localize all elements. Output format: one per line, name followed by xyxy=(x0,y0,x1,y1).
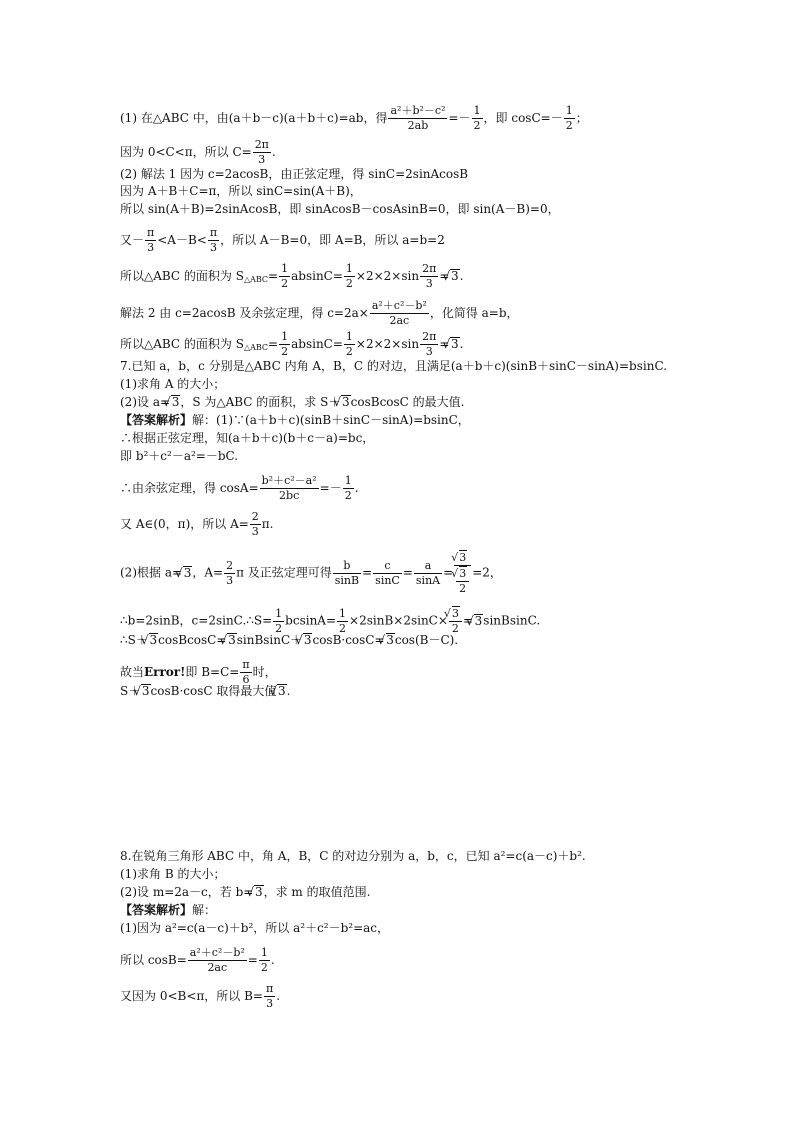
fraction: $\frac{c}{\sin C}$ xyxy=(375,558,400,587)
q7-line-9: (2)根据 a=√ 3，A= $\frac{2}{3}$ π 及正弦定理可得 $\frac{b}{\sin B}$ = $\frac{c}{\sin C}$ = $\frac{a}{\sin A}$ = √ 3 √ $\frac{3}{2}$ =2， xyxy=(120,550,502,596)
sqrt: √ 3 xyxy=(474,614,483,628)
fraction: $\frac{\text{a²＋c²－b²}}{2ac}$ xyxy=(189,946,245,974)
q8-line-3: (2)设 m=2a－c，若 b=√ 3，求 m 的取值范围. xyxy=(120,884,370,900)
fraction: $\frac{1}{2}$ xyxy=(473,104,481,132)
fraction: $\frac{\pi}{3}$ xyxy=(147,226,155,254)
fraction: $\frac{1}{2}$ xyxy=(281,262,289,290)
q7-line-3: (2)设 a=√ 3，S 为△ABC 的面积，求 S＋√ 3cosBcosC 的最大值. xyxy=(120,394,464,410)
fraction: $\frac{\pi}{3}$ xyxy=(209,226,218,254)
fraction: $\frac{\text{a²＋c²－b²}}{2ac}$ xyxy=(371,299,427,327)
fraction: $\frac{2\pi}{3}$ xyxy=(422,262,437,290)
q7-line-4: 【答案解析】解：(1)∵(a＋b＋c)(sinB＋sinC－sinA)=bsinC， xyxy=(120,413,470,427)
q6-line-3: (2) 解法 1 因为 c=2acosB，由正弦定理，得 sinC=2sinAcosB xyxy=(120,167,469,181)
fraction: $\frac{2}{3}$ xyxy=(226,558,234,587)
q8-line-2: (1)求角 B 的大小； xyxy=(120,867,226,881)
fraction: $\frac{\pi}{3}$ xyxy=(265,982,274,1010)
fraction: $\frac{b}{\sin B}$ xyxy=(334,558,360,587)
sqrt: √ 3 xyxy=(171,395,180,409)
q7-line-7: ∴由余弦定理，得 cosA= $\frac{\text{b²＋c²－a²}}{2bc}$ =－ $\frac{1}{2}$ . xyxy=(120,474,359,502)
fraction: √ $\frac{3}{2}$ xyxy=(449,606,462,636)
q7-line-10: ∴b=2sinB，c=2sinC.∴S= $\frac{1}{2}$ bcsinA= $\frac{1}{2}$ ×2sinB×2sinC× √ $\frac{3}{2}$ =√ 3sinBsinC. xyxy=(120,606,540,636)
fraction: $\frac{1}{2}$ xyxy=(344,474,352,502)
sqrt: √ 3 xyxy=(341,395,350,409)
fraction: $\frac{2\pi}{3}$ xyxy=(254,138,269,166)
q8-line-7: 又因为 0<B<π，所以 B= $\frac{\pi}{3}$ . xyxy=(120,982,281,1010)
sqrt: √ 3 xyxy=(450,337,459,351)
q6-line-9: 所以△ABC 的面积为 $S_{\triangle ABC}=$ $\frac{1}{2}$ absinC= $\frac{1}{2}$ ×2×2×sin $\frac{2\pi}{3}$ =√ 3. xyxy=(120,330,464,359)
q7-line-13: S＋√ 3cosB·cosC 取得最大值√ 3. xyxy=(120,683,291,699)
q6-line-6: 又－ $\frac{\pi}{3}$ <A－B< $\frac{\pi}{3}$ ，所以 A－B=0，即 A=B，所以 a=b=2 xyxy=(120,226,445,254)
fraction: $\frac{1}{2}$ xyxy=(565,104,573,132)
q8-line-6: 所以 cosB= $\frac{\text{a²＋c²－b²}}{2ac}$ = $\frac{1}{2}$ . xyxy=(120,946,275,974)
q8-line-1: 8.在锐角三角形 ABC 中，角 A，B，C 的对边分别为 a，b，c，已知 a²=c(a－c)＋b². xyxy=(120,849,586,863)
fraction: $\frac{1}{2}$ xyxy=(345,262,353,290)
q7-line-5: ∴根据正弦定理，知(a＋b＋c)(b＋c－a)=bc， xyxy=(120,431,375,445)
error-text: Error! xyxy=(144,665,186,679)
q8-line-5: (1)因为 a²=c(a－c)＋b²，所以 a²＋c²－b²=ac， xyxy=(120,921,390,935)
fraction: $\frac{\pi}{6}$ xyxy=(242,658,250,686)
q7-line-2: (1)求角 A 的大小； xyxy=(120,377,226,391)
answer-label: 【答案解析】 xyxy=(120,903,193,917)
q7-line-6: 即 b²＋c²－a²=－bC. xyxy=(120,449,239,463)
sqrt: √ 3 xyxy=(254,885,263,899)
fraction: $\frac{1}{2}$ xyxy=(345,330,353,358)
nested-fraction: √ 3 √ $\frac{3}{2}$ xyxy=(454,550,471,596)
fraction: $\frac{2}{3}$ xyxy=(251,510,259,538)
q8-line-4: 【答案解析】解： xyxy=(120,903,217,917)
q6-line-8: 解法 2 由 c=2acosB 及余弦定理，得 c=2a× $\frac{\text{a²＋c²－b²}}{2ac}$ ，化简得 a=b， xyxy=(120,299,519,327)
q6-line-4: 因为 A＋B＋C=π，所以 sinC=sin(A＋B)， xyxy=(120,184,362,198)
sqrt: √ 3 xyxy=(183,566,192,580)
sqrt: √ 3 xyxy=(450,269,459,283)
q7-line-12: 故当Error!即 B=C= $\frac{\pi}{6}$ 时， xyxy=(120,658,277,686)
answer-label: 【答案解析】 xyxy=(120,413,193,427)
fraction: $\frac{\text{a²＋b²－c²}}{2ab}$ xyxy=(390,104,446,132)
fraction: $\frac{1}{2}$ xyxy=(260,946,268,974)
q7-line-11: ∴S＋√ 3cosBcosC=√ 3sinBsinC＋√ 3cosB·cosC=√ 3cos(B－C). xyxy=(120,632,458,648)
q6-line-1: (1) 在△ABC 中，由(a＋b－c)(a＋b＋c)=ab，得 $\frac{\text{a²＋b²－c²}}{2ab}$ =－ $\frac{1}{2}$ ，即 cosC=－ $\frac{1}{2}$ ； xyxy=(120,104,588,132)
q7-line-1: 7.已知 a，b，c 分别是△ABC 内角 A，B，C 的对边，且满足(a＋b＋c)(sinB＋sinC－sinA)=bsinC. xyxy=(120,359,668,373)
q6-line-7: 所以△ABC 的面积为 $S_{\triangle ABC}=$ $\frac{1}{2}$ absinC= $\frac{1}{2}$ ×2×2×sin $\frac{2\pi}{3}$ =√ 3. xyxy=(120,262,464,291)
q7-line-8: 又 A∈(0，π)，所以 A= $\frac{2}{3}$ π. xyxy=(120,510,274,538)
fraction: $\frac{\text{b²＋c²－a²}}{2bc}$ xyxy=(261,474,317,502)
fraction: $\frac{1}{2}$ xyxy=(281,330,289,358)
fraction: $\frac{2\pi}{3}$ xyxy=(422,330,437,358)
fraction: $\frac{1}{2}$ xyxy=(275,606,283,635)
q6-line-5: 所以 sin(A＋B)=2sinAcosB，即 sinAcosB－cosAsinB=0，即 sin(A－B)=0， xyxy=(120,202,560,216)
fraction: $\frac{1}{2}$ xyxy=(339,606,347,635)
fraction: $\frac{a}{\sin A}$ xyxy=(415,558,441,587)
q6-line-2: 因为 0<C<π，所以 C= $\frac{2\pi}{3}$ . xyxy=(120,138,276,166)
